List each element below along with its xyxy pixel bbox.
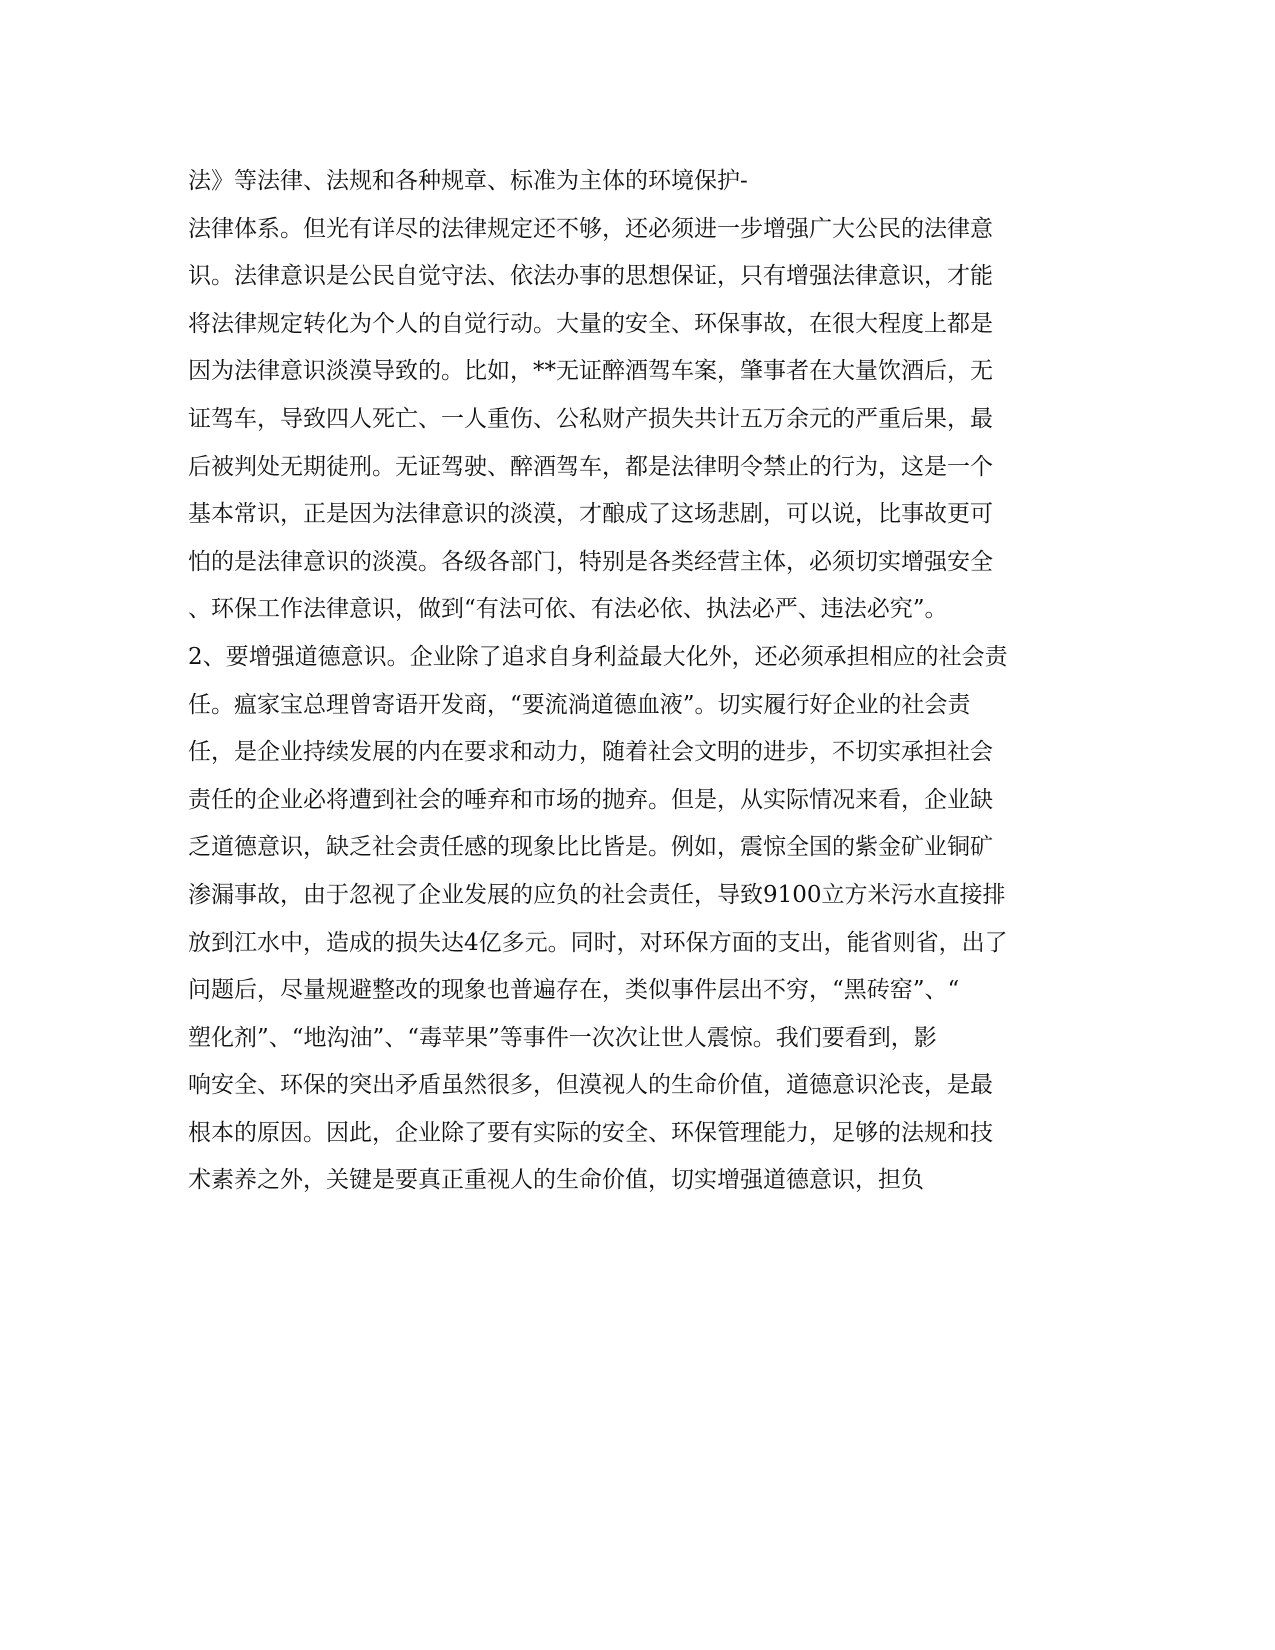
text-line: 术素养之外，关键是要真正重视人的生命价值，切实增强道德意识，担负 (188, 1167, 924, 1194)
text-line: 识。法律意识是公民自觉守法、依法办事的思想保证，只有增强法律意识，才能 (188, 263, 993, 290)
text-line: 渗漏事故，由于忽视了企业发展的应负的社会责任，导致9100立方米污水直接排 (188, 881, 1006, 908)
text-line: 将法律规定转化为个人的自觉行动。大量的安全、环保事故，在很大程度上都是 (188, 310, 993, 337)
text-line: 证驾车，导致四人死亡、一人重伤、公私财产损失共计五万余元的严重后果，最 (188, 405, 993, 432)
text-line: 任，是企业持续发展的内在要求和动力，随着社会文明的进步，不切实承担社会 (188, 739, 993, 766)
text-line: 任。瘟家宝总理曾寄语开发商，“要流淌道德血液”。切实履行好企业的社会责 (188, 691, 971, 718)
text-line: 后被判处无期徒刑。无证驾驶、醉酒驾车，都是法律明令禁止的行为，这是一个 (188, 453, 993, 480)
text-line: 责任的企业必将遭到社会的唾弃和市场的抛弃。但是，从实际情况来看，企业缺 (188, 786, 993, 813)
text-line: 根本的原因。因此，企业除了要有实际的安全、环保管理能力，足够的法规和技 (188, 1119, 993, 1146)
text-line: 2、要增强道德意识。企业除了追求自身利益最大化外，还必须承担相应的社会责 (188, 643, 1008, 670)
text-line: 法》等法律、法规和各种规章、标准为主体的环境保护- (188, 168, 748, 194)
text-line: 基本常识，正是因为法律意识的淡漠，才酿成了这场悲剧，可以说，比事故更可 (188, 501, 993, 528)
text-line: 、环保工作法律意识，做到“有法可依、有法必依、执法必严、违法必究”。 (188, 596, 948, 623)
text-line: 问题后，尽量规避整改的现象也普遍存在，类似事件层出不穷，“黑砖窑”、“ (188, 977, 960, 1004)
text-line: 怕的是法律意识的淡漠。各级各部门，特别是各类经营主体，必须切实增强安全 (188, 548, 993, 575)
text-line: 法律体系。但光有详尽的法律规定还不够，还必须进一步增强广大公民的法律意 (188, 215, 993, 242)
body-text (188, 158, 1088, 1205)
text-line: 乏道德意识，缺乏社会责任感的现象比比皆是。例如，震惊全国的紫金矿业铜矿 (188, 834, 993, 861)
text-line: 因为法律意识淡漠导致的。比如，**无证醉酒驾车案，肇事者在大量饮酒后，无 (188, 358, 993, 385)
text-line: 响安全、环保的突出矛盾虽然很多，但漠视人的生命价值，道德意识沦丧，是最 (188, 1072, 993, 1099)
text-line: 放到江水中，造成的损失达4亿多元。同时，对环保方面的支出，能省则省，出了 (188, 929, 1008, 956)
text-line: 塑化剂”、“地沟油”、“毒苹果”等事件一次次让世人震惊。我们要看到，影 (188, 1024, 937, 1051)
